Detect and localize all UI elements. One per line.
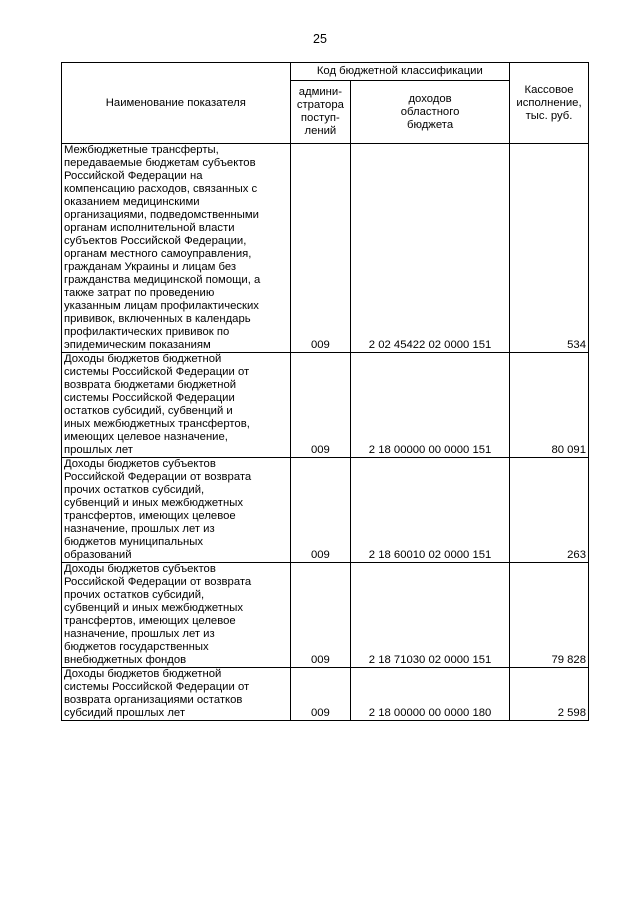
row-income-code: 2 18 00000 00 0000 151 (351, 353, 510, 458)
row-name: Доходы бюджетов бюджетной системы Российской Федерации от возврата бюджетами бюджетной системы Российской Федерации остатков субсидий, субвенций и иных межбюджетных трансфертов, имеющих целевое назначение, прошлых лет (62, 353, 291, 458)
row-admin-code: 009 (290, 563, 350, 668)
row-income-code: 2 18 71030 02 0000 151 (351, 563, 510, 668)
row-name: Доходы бюджетов бюджетной системы Российской Федерации от возврата организациями остатков субсидий прошлых лет (62, 668, 291, 721)
row-admin-code: 009 (290, 458, 350, 563)
row-name: Доходы бюджетов субъектов Российской Федерации от возврата прочих остатков субсидий, субвенций и иных межбюджетных трансфертов, имеющих целевое назначение, прошлых лет из бюджетов муниципальных образований (62, 458, 291, 563)
table-row (62, 668, 589, 721)
header-cash-execution: Кассовое исполнение, тыс. руб. (510, 63, 589, 144)
header-name: Наименование показателя (62, 63, 291, 144)
table-row (62, 563, 589, 668)
row-admin-code: 009 (290, 668, 350, 721)
row-admin-code: 009 (290, 144, 350, 353)
row-income-code: 2 02 45422 02 0000 151 (351, 144, 510, 353)
row-income-code: 2 18 00000 00 0000 180 (351, 668, 510, 721)
table-row (62, 458, 589, 563)
row-sum: 263 (510, 458, 589, 563)
row-name: Межбюджетные трансферты, передаваемые бюджетам субъектов Российской Федерации на компенсацию расходов, связанных с оказанием медицинскими организациями, подведомственными органам исполнительной власти субъектов Российской Федерации, органам местного самоуправления, гражданам Украины и лицам без гражданства медицинской помощи, а также затрат по проведению указанным лицам профилактических прививок, включенных в календарь профилактических прививок по эпидемическим показаниям (62, 144, 291, 353)
table-row (62, 144, 589, 353)
header-classification-code: Код бюджетной классификации (290, 63, 509, 81)
row-name: Доходы бюджетов субъектов Российской Федерации от возврата прочих остатков субсидий, субвенций и иных межбюджетных трансфертов, имеющих целевое назначение, прошлых лет из бюджетов государственных внебюджетных фондов (62, 563, 291, 668)
row-income-code: 2 18 60010 02 0000 151 (351, 458, 510, 563)
page-number: 25 (313, 32, 327, 46)
row-sum: 534 (510, 144, 589, 353)
row-admin-code: 009 (290, 353, 350, 458)
header-row-top (62, 63, 589, 81)
budget-table (61, 62, 589, 721)
header-admin: админи- стратора поступ- лений (290, 81, 350, 144)
table-row (62, 353, 589, 458)
row-sum: 2 598 (510, 668, 589, 721)
header-income-code: доходов областного бюджета (351, 81, 510, 144)
row-sum: 79 828 (510, 563, 589, 668)
row-sum: 80 091 (510, 353, 589, 458)
